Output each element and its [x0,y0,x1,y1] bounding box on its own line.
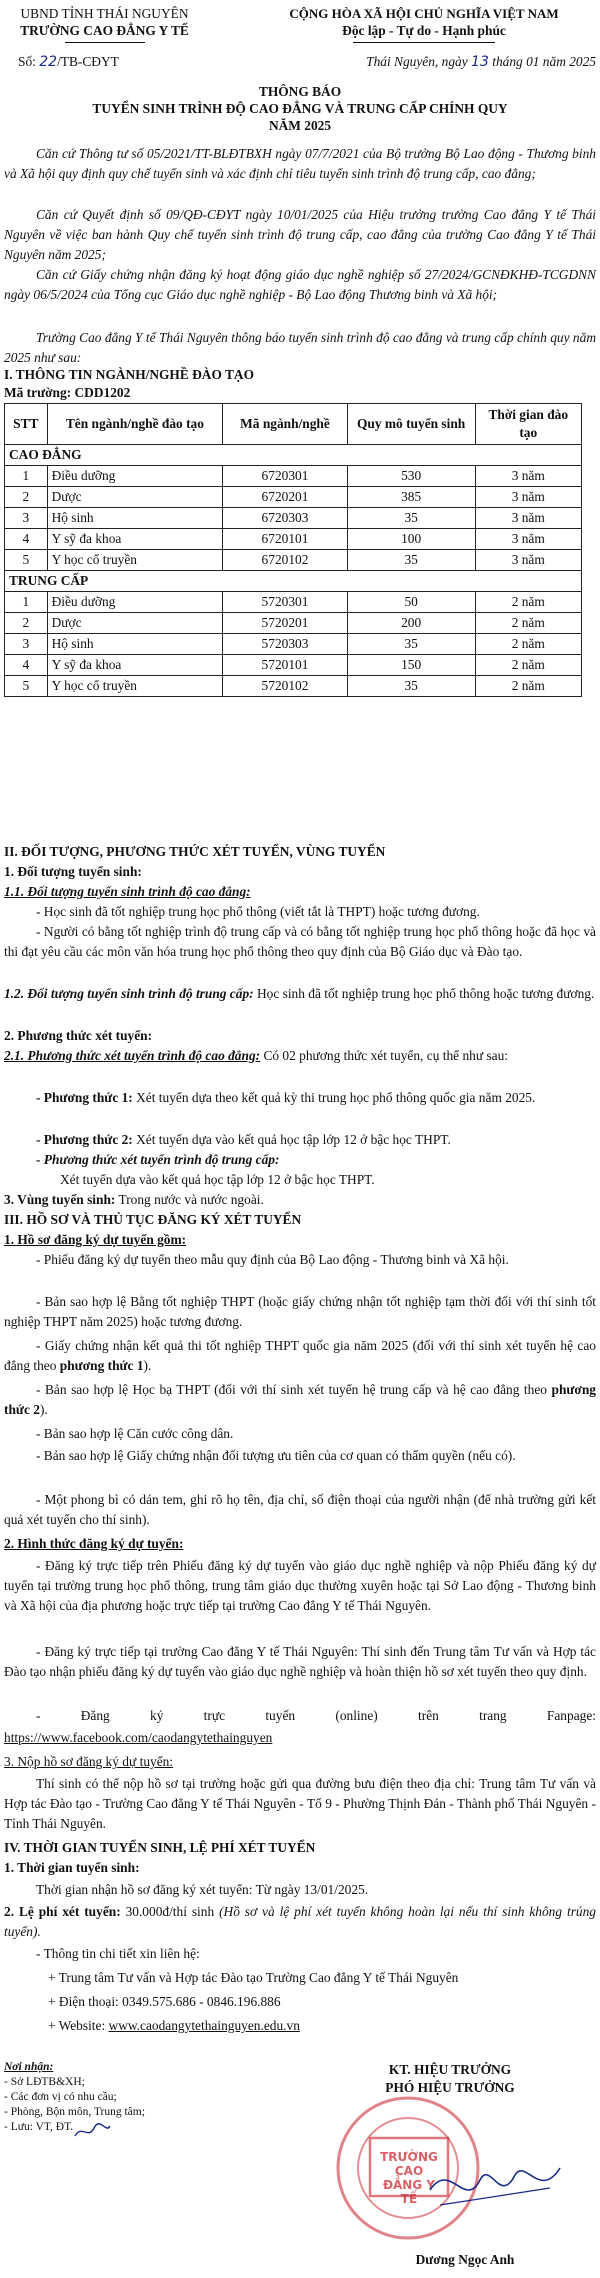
cell: 5720201 [223,613,348,634]
time-text: Thời gian nhận hồ sơ đăng ký xét tuyển: Từ ngày 13/01/2025. [36,1882,369,1897]
cell: 1 [5,592,48,613]
intermediate-method-heading: - Phương thức xét tuyển trình độ trung cấp: [36,1152,280,1167]
table-row [5,655,582,676]
contact-website: + Website: www.caodangytethainguyen.edu.vn [48,2018,300,2033]
col-duration: Thời gian đào tạo [475,404,582,445]
table-row [5,676,582,697]
cell: 3 năm [475,550,582,571]
table-row [5,634,582,655]
trung-cap-label: TRUNG CẤP [5,571,582,592]
signer-name: Dương Ngọc Anh [415,2252,515,2267]
cell: 2 năm [475,613,582,634]
recipient-item: - Phòng, Bộn môn, Trung tâm; [4,2106,145,2118]
doc-title: THÔNG BÁO [258,84,342,99]
method-2: - Phương thức 2: Xét tuyển dựa vào kết quả học tập lớp 12 ở bậc học THPT. [36,1132,451,1147]
school-name: TRƯỜNG CAO ĐẲNG Y TẾ [20,23,189,38]
cell: 3 [5,508,48,529]
cell: 2 [5,613,48,634]
cell: 4 [5,655,48,676]
registration-b: - Đăng ký trực tiếp tại trường Cao đẳng Y tế Thái Nguyên: Thí sinh đến Trung tâm Tư vấn và Hợp tác Đào tạo nhận phiếu đăng ký dự tuyển vào giáo dục nghề nghiệp và hoàn thiện hồ sơ xét tuyển theo quy định. [4,1644,596,1679]
cell: 5 [5,676,48,697]
cell: 2 năm [475,676,582,697]
recipient-item: - Các đơn vị có nhu cầu; [4,2091,117,2103]
cell: 35 [347,550,475,571]
intermediate-method: Xét tuyển dựa vào kết quả học tập lớp 12 ở bậc học THPT. [60,1172,375,1187]
dossier-f: - Bản sao hợp lệ Giấy chứng nhận đối tượng ưu tiên của cơ quan có thẩm quyền (nếu có). [36,1448,516,1463]
cell: 6720101 [223,529,348,550]
cell: 3 năm [475,487,582,508]
cell: 2 [5,487,48,508]
doc-title-line2: TUYỂN SINH TRÌNH ĐỘ CAO ĐẲNG VÀ TRUNG CẤP CHÍNH QUY [92,101,508,116]
recipient-item: - Lưu: VT, ĐT. [4,2121,74,2133]
cell: 5 [5,550,48,571]
sign-title-2: PHÓ HIỆU TRƯỞNG [385,2080,515,2095]
contact-center: + Trung tâm Tư vấn và Hợp tác Đào tạo Trường Cao đẳng Y tế Thái Nguyên [48,1970,459,1985]
cell: 100 [347,529,475,550]
seal-text: TRƯỜNG CAO ĐẲNG Y TẾ [380,2150,438,2206]
cell: 3 [5,634,48,655]
cell: 5720101 [223,655,348,676]
program-table [4,403,582,697]
dossier-d: - Bản sao hợp lệ Học bạ THPT (đối với thí sinh xét tuyển hệ trung cấp và hệ cao đẳng theo phương thức 2). [4,1382,596,1417]
initial-mark [72,2120,112,2142]
intro-basis-1: Căn cứ Thông tư số 05/2021/TT-BLĐTBXH ngày 07/7/2021 của Bộ trưởng Bộ Lao động - Thương binh và Xã hội quy định quy chế tuyển sinh và xác định chỉ tiêu tuyển sinh trình độ trung cấp, cao đẳng; [4,146,596,181]
document-number: Số: 22/TB-CĐYT [18,54,119,70]
fee-text: 2. Lệ phí xét tuyển: 30.000đ/thí sinh (Hồ sơ và lệ phí xét tuyển không hoàn lại nếu thí sinh không trúng tuyển). [4,1904,596,1939]
cell: 50 [347,592,475,613]
table-row [5,529,582,550]
college-subject-b: - Người có bằng tốt nghiệp trình độ trung cấp và có bằng tốt nghiệp trung học phổ thông hoặc đã học và thi đạt yêu cầu các môn văn hóa trung học phổ thông theo quy định của Bộ Giáo dục và Đào tạo. [4,924,596,959]
recipient-item: - Sở LĐTB&XH; [4,2076,85,2088]
signature [420,2150,570,2220]
cell: 4 [5,529,48,550]
time-heading: 1. Thời gian tuyển sinh: [4,1860,140,1875]
motto: Độc lập - Tự do - Hạnh phúc [342,23,506,38]
dossier-e: - Bản sao hợp lệ Căn cước công dân. [36,1426,234,1441]
registration-c: - Đăng ký trực tuyến (online) trên trang Fanpage: [36,1708,596,1723]
sign-title-1: KT. HIỆU TRƯỞNG [388,2062,512,2077]
cell: 200 [347,613,475,634]
cell: Y sỹ đa khoa [47,529,223,550]
cell: 5720301 [223,592,348,613]
trung-cap-section-row [5,571,582,592]
cell: 6720201 [223,487,348,508]
cell: Hộ sinh [47,634,223,655]
cell: 385 [347,487,475,508]
submit-text: Thí sinh có thể nộp hồ sơ tại trường hoặc gửi qua đường bưu điện theo địa chỉ: Trung tâm Tư vấn và Hợp tác Đào tạo - Trường Cao đẳng Y tế Thái Nguyên - Tổ 9 - Phường Thịnh Đán - Thành phố Thái Nguyên - Tỉnh Thái Nguyên. [4,1776,596,1831]
school-code: Mã trường: CDD1202 [4,385,131,400]
dossier-b: - Bản sao hợp lệ Bằng tốt nghiệp THPT (hoặc giấy chứng nhận tốt nghiệp tạm thời đối với thí sinh tốt nghiệp THPT năm 2025) hoặc tương đương. [4,1294,596,1329]
cell: 2 năm [475,655,582,676]
col-code: Mã ngành/nghề [223,404,348,445]
doc-title-line3: NĂM 2025 [268,118,332,133]
method-1: - Phương thức 1: Xét tuyển dựa theo kết quả kỳ thi trung học phổ thông quốc gia năm 2025. [36,1090,536,1105]
contact-phone: + Điện thoại: 0349.575.686 - 0846.196.886 [48,1994,281,2009]
cell: 1 [5,466,48,487]
subject-heading: 1. Đối tượng tuyển sinh: [4,864,142,879]
website-link[interactable]: www.caodangytethainguyen.edu.vn [108,2018,300,2033]
col-name: Tên ngành/nghề đào tạo [47,404,223,445]
table-row [5,613,582,634]
dossier-g: - Một phong bì có dán tem, ghi rõ họ tên, địa chỉ, số điện thoại của người nhận (để nhà trường gửi kết quả xét tuyển cho thí sinh). [4,1492,596,1527]
section-2-heading: II. ĐỐI TƯỢNG, PHƯƠNG THỨC XÉT TUYỂN, VÙNG TUYỂN [4,844,386,859]
cell: 2 năm [475,634,582,655]
cell: 150 [347,655,475,676]
document-date: Thái Nguyên, ngày 13 tháng 01 năm 2025 [366,54,596,70]
intro-announce: Trường Cao đẳng Y tế Thái Nguyên thông báo tuyển sinh trình độ cao đẳng và trung cấp chính quy năm 2025 như sau: [4,330,596,365]
region: 3. Vùng tuyển sinh: Trong nước và nước ngoài. [4,1192,264,1207]
cell: 35 [347,634,475,655]
agency-name: UBND TỈNH THÁI NGUYÊN [20,6,189,21]
table-row [5,487,582,508]
cell: Hộ sinh [47,508,223,529]
cell: Dược [47,487,223,508]
college-method: 2.1. Phương thức xét tuyển trình độ cao đẳng: Có 02 phương thức xét tuyển, cụ thể như sau: [4,1048,509,1063]
cell: 3 năm [475,508,582,529]
nation-name: CỘNG HÒA XÃ HỘI CHỦ NGHĨA VIỆT NAM [289,6,559,21]
cell: 2 năm [475,592,582,613]
college-subject-a: - Học sinh đã tốt nghiệp trung học phổ thông (viết tắt là THPT) hoặc tương đương. [36,904,480,919]
college-subject-heading: 1.1. Đối tượng tuyển sinh trình độ cao đẳng: [4,884,251,899]
cell: Y sỹ đa khoa [47,655,223,676]
table-row [5,592,582,613]
col-stt: STT [5,404,48,445]
cell: 3 năm [475,466,582,487]
cell: 530 [347,466,475,487]
cell: Điều dưỡng [47,592,223,613]
cell: 6720301 [223,466,348,487]
table-row [5,466,582,487]
cao-dang-label: CAO ĐẲNG [5,445,582,466]
section-4-heading: IV. THỜI GIAN TUYỂN SINH, LỆ PHÍ XÉT TUYỂN [4,1840,316,1855]
intro-basis-3: Căn cứ Giấy chứng nhận đăng ký hoạt động giáo dục nghề nghiệp số 27/2024/GCNĐKHĐ-TCGDNN ngày 06/5/2024 của Tổng cục Giáo dục nghề nghiệp - Bộ Lao động Thương binh và Xã hội; [4,267,596,302]
cell: 5720102 [223,676,348,697]
registration-a: - Đăng ký trực tiếp trên Phiếu đăng ký dự tuyển vào giáo dục nghề nghiệp và nộp Phiếu đăng ký dự tuyển tại trường trung học phổ thông, trung tâm giáo dục thường xuyên hoặc tại Sở Lao động - Thương binh và Xã hội của địa phương hoặc trực tiếp tại trường Cao đẳng Y tế Thái Nguyên. [4,1558,596,1613]
cell: Y học cổ truyền [47,550,223,571]
intro-basis-2: Căn cứ Quyết định số 09/QĐ-CĐYT ngày 10/01/2025 của Hiệu trưởng trường Cao đẳng Y tế Thái Nguyên về việc ban hành Quy chế tuyển sinh trình độ trung cấp, cao đẳng của trường Cao đẳng Y tế Thái Nguyên năm 2025; [4,207,596,262]
cao-dang-section-row [5,445,582,466]
intermediate-subject: 1.2. Đối tượng tuyển sinh trình độ trung cấp: Học sinh đã tốt nghiệp trung học phổ thông hoặc tương đương. [4,986,595,1001]
table-row [5,508,582,529]
cell: 5720303 [223,634,348,655]
section-1-heading: I. THÔNG TIN NGÀNH/NGHỀ ĐÀO TẠO [4,367,255,382]
registration-heading: 2. Hình thức đăng ký dự tuyển: [4,1536,184,1551]
table-header-row [5,404,582,445]
table-row [5,550,582,571]
method-heading: 2. Phương thức xét tuyển: [4,1028,153,1043]
cell: 6720102 [223,550,348,571]
cell: 6720303 [223,508,348,529]
dossier-a: - Phiếu đăng ký dự tuyển theo mẫu quy định của Bộ Lao động - Thương binh và Xã hội. [36,1252,509,1267]
col-quota: Quy mô tuyển sinh [347,404,475,445]
recipients-label: Nơi nhận: [4,2061,54,2073]
cell: 3 năm [475,529,582,550]
cell: Điều dưỡng [47,466,223,487]
submit-heading: 3. Nộp hồ sơ đăng ký dự tuyển: [4,1754,174,1769]
dossier-heading: 1. Hồ sơ đăng ký dự tuyển gồm: [4,1232,187,1247]
contact-intro: - Thông tin chi tiết xin liên hệ: [36,1946,200,1961]
cell: Y học cổ truyền [47,676,223,697]
cell: 35 [347,676,475,697]
fanpage-link[interactable]: https://www.facebook.com/caodangytethainguyen [4,1730,273,1745]
section-3-heading: III. HỒ SƠ VÀ THỦ TỤC ĐĂNG KÝ XÉT TUYỂN [4,1212,302,1227]
cell: Dược [47,613,223,634]
dossier-c: - Giấy chứng nhận kết quả thi tốt nghiệp THPT quốc gia năm 2025 (đối với thí sinh xét tuyển hệ cao đẳng theo phương thức 1). [4,1338,596,1373]
cell: 35 [347,508,475,529]
